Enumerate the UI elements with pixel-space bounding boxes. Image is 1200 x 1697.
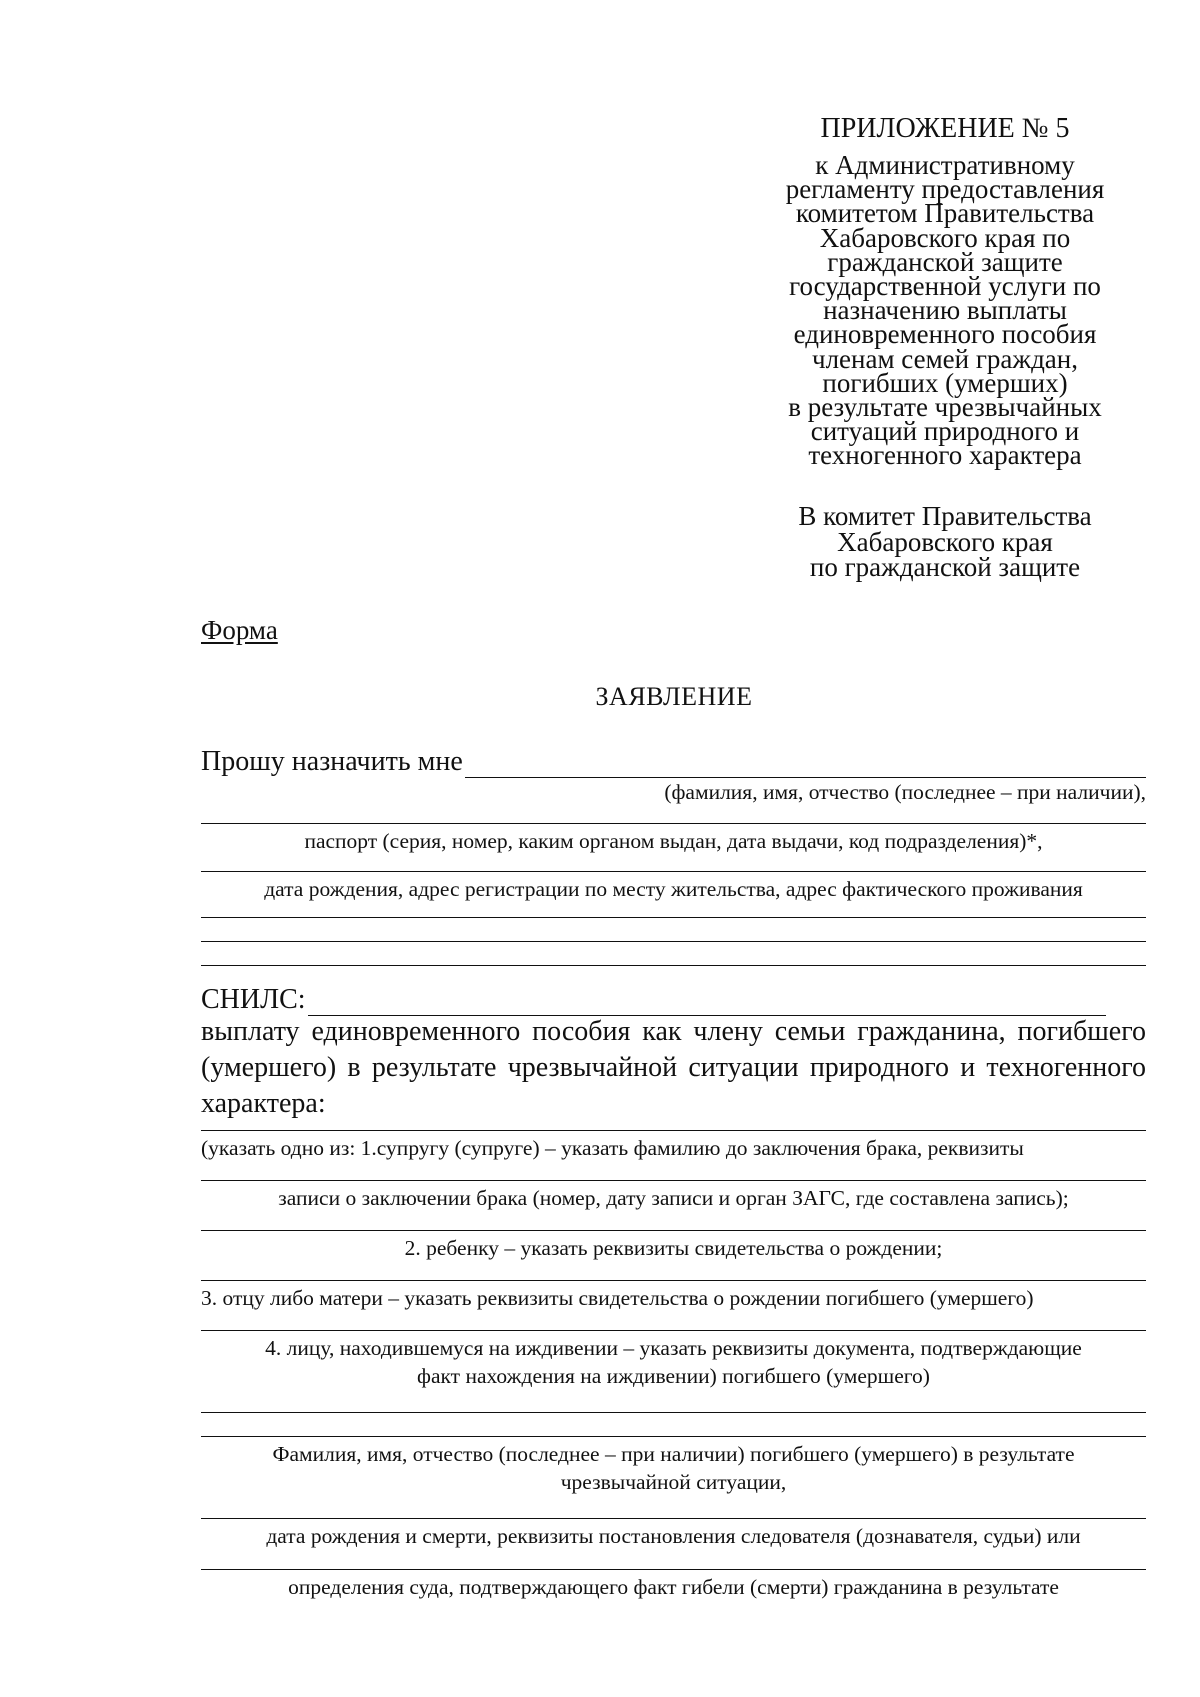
caption-deceased-name: Фамилия, имя, отчество (последнее – при наличии) погибшего (умершего) в результате <box>272 1442 1075 1466</box>
address-continuation-field[interactable] <box>201 917 1146 918</box>
addressee-line: Хабаровского края <box>837 526 1053 557</box>
appendix-line: единовременного пособия <box>793 319 1097 350</box>
caption-court-decision: определения суда, подтверждающего факт гибели (смерти) гражданина в результате <box>288 1575 1059 1599</box>
applicant-name-field[interactable] <box>465 755 1146 778</box>
caption-address: дата рождения, адрес регистрации по месту жительства, адрес фактического проживания <box>264 877 1083 901</box>
deceased-dates-field[interactable] <box>201 1518 1146 1519</box>
address-continuation-field[interactable] <box>201 941 1146 942</box>
caption-dependent-continued: факт нахождения на иждивении) погибшего (умершего) <box>417 1364 930 1388</box>
appendix-line: погибших (умерших) <box>822 367 1068 398</box>
appendix-line: гражданской защите <box>827 246 1063 277</box>
caption-passport: паспорт (серия, номер, каким органом выдан, дата выдачи, код подразделения)*, <box>304 829 1043 853</box>
appendix-line: регламенту предоставления <box>785 174 1105 205</box>
appendix-line: ситуаций природного и <box>810 416 1080 447</box>
snils-row <box>201 984 1106 1016</box>
addressee-line: В комитет Правительства <box>798 501 1092 531</box>
addressee-block <box>770 501 1120 582</box>
request-lead: Прошу назначить мне <box>201 746 463 777</box>
court-decision-field[interactable] <box>201 1569 1146 1570</box>
caption-spouse: (указать одно из: 1.супругу (супруге) – указать фамилию до заключения брака, реквизиты <box>201 1136 1024 1160</box>
relation-field[interactable] <box>201 1180 1146 1181</box>
snils-label: СНИЛС: <box>201 984 306 1015</box>
passport-field[interactable] <box>201 823 1146 824</box>
caption-dependent: 4. лицу, находившемуся на иждивении – указать реквизиты документа, подтверждающие <box>265 1336 1082 1360</box>
caption-deceased-dates: дата рождения и смерти, реквизиты постановления следователя (дознавателя, судьи) или <box>266 1524 1081 1548</box>
relation-field[interactable] <box>201 1330 1146 1331</box>
form-label: Форма <box>201 615 278 645</box>
address-field[interactable] <box>201 871 1146 872</box>
deceased-field[interactable] <box>201 1412 1146 1413</box>
addressee-line: по гражданской защите <box>809 552 1081 582</box>
appendix-line: в результате чрезвычайных <box>788 392 1102 423</box>
snils-field[interactable] <box>308 993 1106 1016</box>
caption-applicant-name: (фамилия, имя, отчество (последнее – при наличии), <box>664 780 1146 804</box>
relation-field[interactable] <box>201 1280 1146 1281</box>
caption-deceased-name-continued: чрезвычайной ситуации, <box>560 1470 787 1494</box>
appendix-line: членам семей граждан, <box>811 343 1078 374</box>
request-row <box>201 746 1146 778</box>
appendix-line: техногенного характера <box>808 440 1082 471</box>
relation-field[interactable] <box>201 1130 1146 1131</box>
payment-line: выплату единовременного пособия как члену семьи гражданина, погибшего <box>201 1016 1146 1047</box>
document-title: ЗАЯВЛЕНИЕ <box>595 682 753 711</box>
caption-child: 2. ребенку – указать реквизиты свидетельства о рождении; <box>404 1236 943 1260</box>
payment-line: (умершего) в результате чрезвычайной ситуации природного и техногенного <box>201 1052 1146 1083</box>
caption-parent: 3. отцу либо матери – указать реквизиты свидетельства о рождении погибшего (умершего) <box>201 1286 1034 1310</box>
appendix-line: комитетом Правительства <box>795 198 1095 229</box>
payment-paragraph <box>201 1014 1146 1122</box>
appendix-description <box>770 150 1120 471</box>
appendix-line: государственной услуги по <box>789 271 1101 302</box>
caption-spouse-continued: записи о заключении брака (номер, дату записи и орган ЗАГС, где составлена запись); <box>278 1186 1069 1210</box>
payment-line: характера: <box>201 1088 326 1119</box>
relation-field[interactable] <box>201 1230 1146 1231</box>
deceased-name-field[interactable] <box>201 1436 1146 1437</box>
appendix-line: Хабаровского края по <box>819 222 1071 253</box>
appendix-title: ПРИЛОЖЕНИЕ № 5 <box>820 113 1070 144</box>
appendix-line: к Административному <box>815 150 1075 180</box>
appendix-line: назначению выплаты <box>823 295 1067 326</box>
address-continuation-field[interactable] <box>201 965 1146 966</box>
